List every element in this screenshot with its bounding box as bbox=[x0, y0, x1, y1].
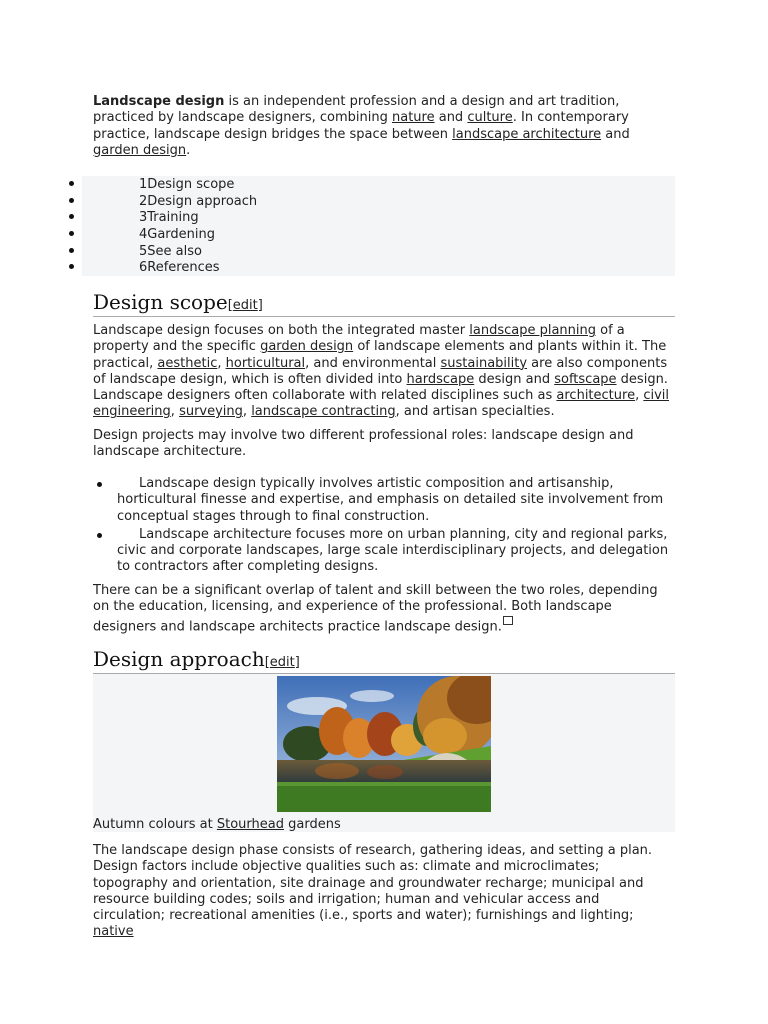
link-garden-design[interactable]: garden design bbox=[260, 339, 354, 355]
link-landscape-architecture[interactable]: landscape architecture bbox=[452, 126, 602, 142]
bullet-icon bbox=[97, 533, 102, 538]
scope-paragraph-1 bbox=[93, 323, 675, 421]
link-softscape[interactable]: softscape bbox=[554, 371, 617, 387]
text: gardens bbox=[283, 817, 341, 832]
section-heading-design-scope bbox=[93, 290, 675, 317]
scope-paragraph-3 bbox=[93, 583, 675, 635]
toc-item-label[interactable]: 4Gardening bbox=[139, 227, 216, 242]
intro-text: and bbox=[601, 126, 630, 142]
stourhead-photo[interactable] bbox=[277, 676, 491, 812]
text: , and artisan specialties. bbox=[395, 404, 555, 420]
text: , bbox=[170, 404, 180, 420]
bracket: ] bbox=[257, 298, 263, 313]
table-of-contents bbox=[0, 176, 768, 276]
intro-text: and bbox=[434, 110, 468, 126]
link-nature[interactable]: nature bbox=[391, 110, 435, 126]
edit-link[interactable]: edit bbox=[232, 298, 258, 313]
toc-item[interactable] bbox=[0, 193, 768, 210]
figure-caption bbox=[93, 817, 341, 832]
link-culture[interactable]: culture bbox=[467, 110, 513, 126]
intro-bold-term: Landscape design bbox=[93, 94, 225, 109]
bullet-icon bbox=[69, 248, 74, 253]
text: Autumn colours at bbox=[93, 817, 217, 832]
text: are also components of landscape design, which is often divided into bbox=[93, 355, 668, 387]
text: , bbox=[217, 355, 226, 371]
text: of a property and the specific bbox=[93, 323, 625, 355]
edit-link[interactable]: edit bbox=[269, 655, 295, 670]
intro-text: is an independent profession and a design and art tradition, practiced by landscape designers, combining bbox=[93, 94, 620, 126]
bracket: ] bbox=[294, 655, 300, 670]
bullet-icon bbox=[69, 198, 74, 203]
toc-item-label[interactable]: 3Training bbox=[139, 210, 199, 225]
list-item-text: Landscape design typically involves artistic composition and artisanship, horticultural finesse and expertise, and emphasis on detailed site involvement from conceptual stages through to final construction. bbox=[117, 476, 664, 524]
bullet-icon bbox=[69, 214, 74, 219]
reference-icon[interactable] bbox=[503, 616, 513, 625]
link-horticultural[interactable]: horticultural bbox=[225, 355, 306, 371]
bracket: [ bbox=[227, 298, 233, 313]
link-civil-engineering[interactable]: civil engineering bbox=[93, 388, 670, 420]
toc-item[interactable] bbox=[0, 226, 768, 243]
intro-text: . bbox=[186, 142, 191, 158]
heading-text: Design scope bbox=[93, 290, 228, 314]
link-landscape-planning[interactable]: landscape planning bbox=[469, 323, 597, 338]
bullet-icon bbox=[69, 231, 74, 236]
intro-paragraph bbox=[93, 94, 675, 159]
link-aesthetic[interactable]: aesthetic bbox=[157, 355, 218, 371]
edit-section bbox=[265, 655, 300, 670]
approach-paragraph-1 bbox=[93, 843, 675, 941]
text: Landscape design focuses on both the integrated master bbox=[93, 323, 470, 338]
list-item-text: Landscape architecture focuses more on urban planning, city and regional parks, civic and corporate landscapes, large scale interdisciplinary projects, and delegation to contractors after completing designs. bbox=[117, 526, 669, 575]
link-stourhead[interactable]: Stourhead bbox=[216, 817, 284, 832]
roles-list bbox=[93, 476, 675, 576]
list-item bbox=[93, 476, 675, 525]
toc-item[interactable] bbox=[0, 243, 768, 260]
toc-item-label[interactable]: 5See also bbox=[139, 244, 202, 259]
bracket: [ bbox=[264, 655, 270, 670]
toc-item-label[interactable]: 6References bbox=[139, 260, 220, 275]
toc-item[interactable] bbox=[0, 176, 768, 193]
bullet-icon bbox=[69, 264, 74, 269]
edit-section bbox=[228, 298, 263, 313]
link-landscape-contracting[interactable]: landscape contracting bbox=[251, 404, 396, 420]
heading-text: Design approach bbox=[93, 647, 265, 671]
text: , bbox=[635, 388, 644, 404]
link-architecture[interactable]: architecture bbox=[556, 388, 636, 404]
toc-item[interactable] bbox=[0, 209, 768, 226]
bullet-icon bbox=[97, 482, 102, 487]
landscape-illustration bbox=[277, 676, 491, 812]
text: , and environmental bbox=[305, 355, 441, 371]
toc-item-label[interactable]: 2Design approach bbox=[139, 194, 258, 209]
text: There can be a significant overlap of talent and skill between the two roles, depending on the education, licensing, and experience of the professional. Both landscape designers and landscape architects practice landscape design. bbox=[93, 583, 658, 634]
list-item bbox=[93, 527, 675, 576]
text: of landscape elements and plants within it. The practical, bbox=[93, 339, 667, 371]
text: , bbox=[242, 404, 252, 420]
section-heading-design-approach bbox=[93, 647, 675, 674]
link-hardscape[interactable]: hardscape bbox=[406, 371, 475, 387]
figure-stourhead bbox=[93, 674, 675, 832]
link-sustainability[interactable]: sustainability bbox=[440, 355, 528, 371]
toc-item[interactable] bbox=[0, 259, 768, 276]
text: design and bbox=[474, 371, 555, 387]
intro-text: . In contemporary practice, landscape design bridges the space between bbox=[93, 110, 629, 142]
link-native[interactable]: native bbox=[93, 924, 134, 940]
scope-paragraph-2: Design projects may involve two different professional roles: landscape design and landscape architecture. bbox=[93, 428, 634, 460]
link-surveying[interactable]: surveying bbox=[179, 404, 243, 420]
text: The landscape design phase consists of research, gathering ideas, and setting a plan. Design factors include objective qualities such as: climate and microclimates; topography and orientation, site drainage and groundwater recharge; municipal and resource building codes; soils and irrigation; human and vehicular access and circulation; recreational amenities (i.e., sports and water); furnishings and lighting; bbox=[93, 843, 653, 924]
bullet-icon bbox=[69, 181, 74, 186]
link-garden-design[interactable]: garden design bbox=[93, 142, 187, 158]
toc-item-label[interactable]: 1Design scope bbox=[139, 177, 235, 192]
text: design. Landscape designers often collaborate with related disciplines such as bbox=[93, 371, 668, 404]
